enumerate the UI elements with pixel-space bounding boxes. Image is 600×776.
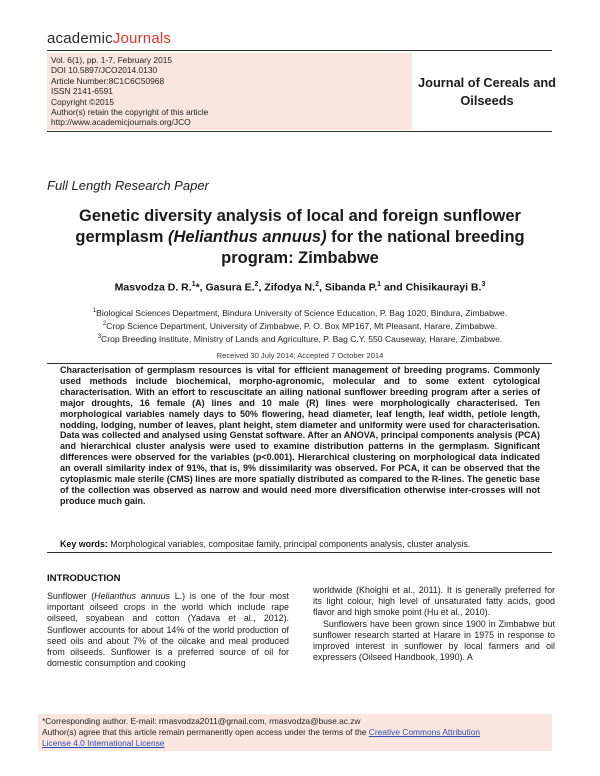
journal-name: Journal of Cereals and Oilseeds bbox=[418, 74, 556, 108]
author-rights: Author(s) retain the copyright of this article bbox=[51, 107, 209, 118]
keywords-label: Key words: bbox=[60, 539, 108, 549]
paragraph: Sunflower (Helianthus annuus L.) is one of the four most important oilseed crops in the world which include rape oilseed, soyabean and cotton (Yadava et al., 2012). Sunflower accounts for about 14% of the world production of seed oils and about 7% of the oilcake and meal produced from oilseeds. Sunflower is a preferred source of oil for domestic consumption and cooking bbox=[47, 591, 289, 669]
header-top-rule bbox=[47, 50, 552, 51]
paragraph: worldwide (Kholghi et al., 2011). It is generally preferred for its light colour, high level of unsaturated fatty acids, good flavor and high smoke point (Hu et al., 2010). bbox=[313, 585, 555, 618]
header-bottom-rule bbox=[47, 131, 552, 132]
publisher-logo: academicJournals bbox=[47, 30, 172, 47]
journal-url[interactable]: http://www.academicjournals.org/JCO bbox=[51, 117, 191, 128]
received-dates: Received 30 July 2014; Accepted 7 October 2014 bbox=[216, 351, 384, 360]
section-heading-introduction: INTRODUCTION bbox=[47, 573, 121, 584]
author-name: Chisikaurayi B. bbox=[405, 281, 482, 294]
license-link-cont[interactable]: License 4.0 International License bbox=[42, 738, 165, 748]
body-column-right bbox=[313, 585, 555, 663]
copyright-info: Copyright ©2015 bbox=[51, 96, 114, 107]
paper-title: Genetic diversity analysis of local and foreign sunflower germplasm (Helianthus annuus) for the national breeding program: Zimbabwe bbox=[75, 207, 525, 267]
license-statement: Author(s) agree that this article remain permanently open access under the terms of the Creative Commons Attribution bbox=[42, 727, 481, 737]
affiliation-line: $^1$Biological Sciences Department, Bindura University of Science Education, P. Bag 1020, Bindura, Zimbabwe. bbox=[92, 307, 508, 318]
author-name: Masvodza D. R. bbox=[114, 281, 192, 294]
author-list: Masvodza D. R.$^1$*, Gasura E.$^2$, Zifodya N.$^2$, Sibanda P.$^1$ and Chisikaurayi B.$^3$ bbox=[114, 281, 486, 294]
keywords-bottom-rule bbox=[47, 552, 552, 553]
author-name: Zifodya N. bbox=[264, 281, 316, 294]
doi-info: DOI 10.5897/JCO2014.0130 bbox=[51, 65, 158, 76]
paper-type: Full Length Research Paper bbox=[47, 178, 209, 193]
footer-notes bbox=[38, 714, 552, 751]
affiliation-line: $^3$Crop Breeding Institute, Ministry of Lands and Agriculture, P. Bag C.Y. 550 Causeway, Harare, Zimbabwe. bbox=[97, 333, 503, 344]
license-statement-cont bbox=[38, 738, 552, 749]
author-name: Sibanda P. bbox=[324, 281, 378, 294]
keywords-list: Morphological variables, compositae family, principal components analysis, cluster analysis. bbox=[107, 539, 471, 549]
abstract-top-rule bbox=[47, 363, 552, 364]
issn-info: ISSN 2141-6591 bbox=[51, 86, 113, 97]
article-number: Article Number:8C1C6C50968 bbox=[51, 75, 165, 86]
author-name: Gasura E. bbox=[205, 281, 255, 294]
abstract-text: Characterisation of germplasm resources is vital for efficient management of breeding programs. Commonly used methods include biochemical, morpho-agronomic, molecular and to some extent cytological characterisation. With an effort to rescuscitate an ailing national sunflower breeding program after a series of major droughts, 16 female (A) lines and 10 male (R) lines were morphologically characterised. Ten morphological variables namely days to 50% flowering, head diameter, leaf length, leaf width, petiole length, nodding, lodging, number of leaves, plant height, stem diameter and uniformity were used for characterisation. Data was collected and analysed using Genstat software. After an ANOVA, principal components analysis (PCA) and hierarchical cluster analysis were used to examine distribution patterns in the germplasm. Significant differences were observed for the variables (p<0.001). Hierarchical clustering on morphological data indicated an overall similarity index of 91%, that is, 9% dissimilarity was observed. For PCA, it can be observed that the cytoplasmic male sterile (CMS) lines are more spatially distributed as compared to the R-lines. The genetic base of the collection was observed as narrow and would need more diversification otherwise inter-crosses will not produce much gain. bbox=[60, 365, 540, 506]
affiliation-line: $^2$Crop Science Department, University of Zimbabwe, P. O. Box MP167, Mt Pleasant, Harare, Zimbabwe. bbox=[102, 320, 498, 331]
paragraph: Sunflowers have been grown since 1900 in Zimbabwe but sunflower research started at Harare in 1975 in response to improved interest in sunflower by local farmers and oil expressers (Oilseed Handbook, 1990). A bbox=[313, 618, 555, 663]
affiliations bbox=[40, 306, 560, 345]
corresponding-author: *Corresponding author. E-mail: rmasvodza2011@gmail.com, rmasvodza@buse.ac.zw bbox=[42, 716, 361, 726]
license-link[interactable]: Creative Commons Attribution bbox=[368, 727, 481, 737]
keywords bbox=[60, 539, 540, 549]
body-column-left bbox=[47, 591, 289, 669]
article-info-box bbox=[47, 53, 412, 130]
volume-info: Vol. 6(1), pp. 1-7, February 2015 bbox=[51, 55, 173, 65]
